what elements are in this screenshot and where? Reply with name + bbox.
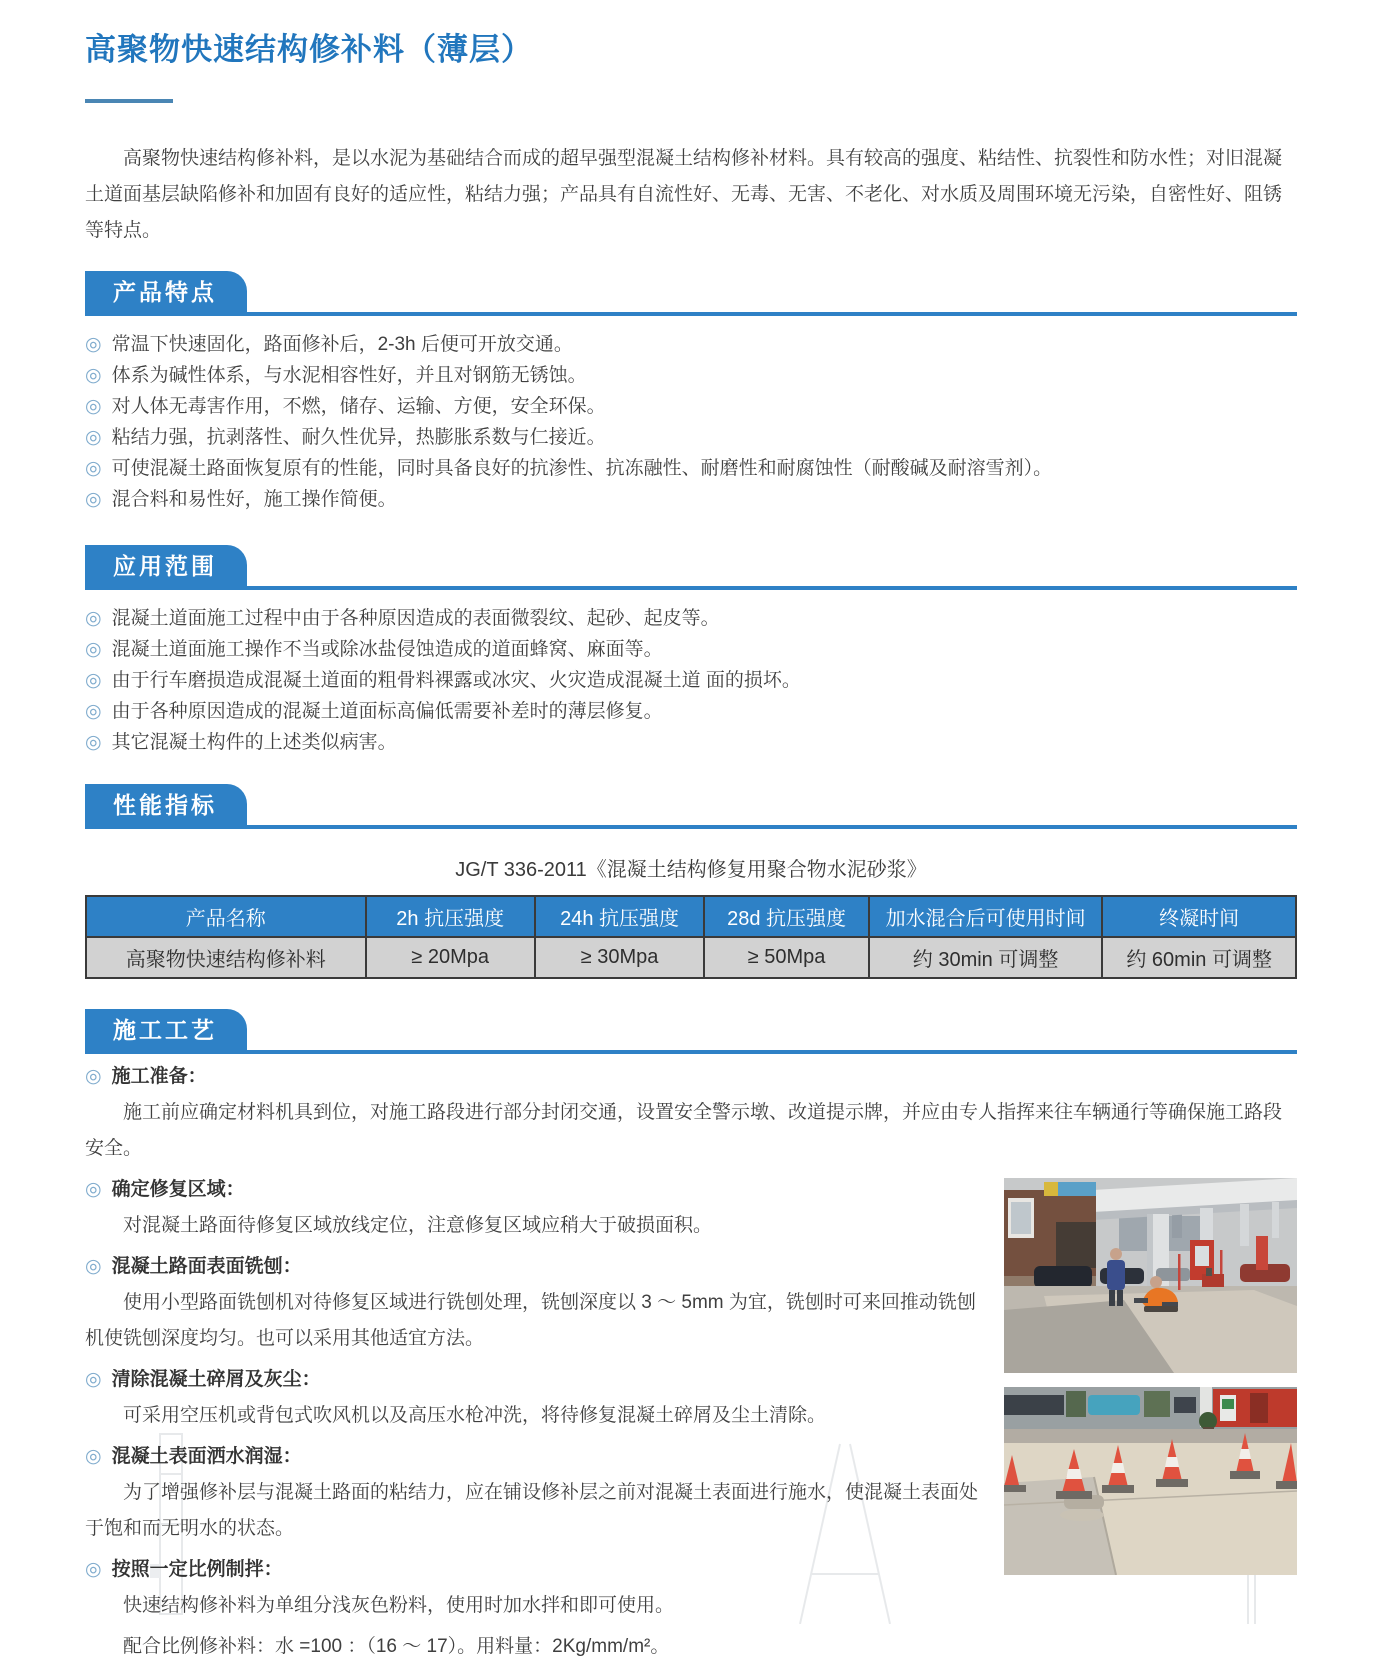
bullseye-icon: ◎: [85, 427, 102, 448]
step-label: ◎ 确定修复区域：: [85, 1179, 245, 1200]
list-item-text: 混凝土道面施工过程中由于各种原因造成的表面微裂纹、起砂、起皮等。: [111, 608, 720, 629]
bullseye-icon: ◎: [85, 639, 102, 660]
bullseye-icon: ◎: [85, 489, 102, 510]
table-header-cell: 28d 抗压强度: [704, 896, 869, 937]
section-tab-label: 产品特点: [113, 279, 217, 305]
section-tab-features: [85, 271, 247, 312]
bullseye-icon: ◎: [85, 701, 102, 722]
list-item-text: 可使混凝土路面恢复原有的性能，同时具备良好的抗渗性、抗冻融性、耐磨性和耐腐蚀性（耐酸碱及耐溶雪剂）。: [111, 458, 1053, 479]
table-header-cell: 终凝时间: [1102, 896, 1296, 937]
list-item-text: 对人体无毒害作用，不燃，储存、运输、方便，安全环保。: [111, 396, 606, 417]
step-body: 施工前应确定材料机具到位，对施工路段进行部分封闭交通，设置安全警示墩、改道提示牌，并应由专人指挥来往车辆通行等确保施工路段安全。: [85, 1102, 1283, 1159]
list-item-text: 混合料和易性好，施工操作简便。: [111, 489, 397, 510]
bullseye-icon: ◎: [85, 1179, 102, 1200]
process-content: [85, 1062, 1297, 1665]
section-header-process: [85, 1009, 1297, 1054]
list-item: [85, 453, 1297, 484]
list-item-text: 常温下快速固化，路面修补后，2-3h 后便可开放交通。: [111, 334, 573, 355]
process-step: [85, 1062, 1297, 1167]
table-header-cell: 2h 抗压强度: [366, 896, 535, 937]
step-body: 对混凝土路面待修复区域放线定位，注意修复区域应稍大于破损面积。: [123, 1215, 713, 1236]
performance-table: [85, 895, 1297, 979]
page-title: 高聚物快速结构修补料（薄层）: [85, 32, 533, 67]
list-item-text: 混凝土道面施工操作不当或除冰盐侵蚀造成的道面蜂窝、麻面等。: [111, 639, 663, 660]
list-item: [85, 329, 1297, 360]
list-item-text: 由于各种原因造成的混凝土道面标高偏低需要补差时的薄层修复。: [111, 701, 663, 722]
bullseye-icon: ◎: [85, 1256, 102, 1277]
step-label: ◎ 清除混凝土碎屑及灰尘：: [85, 1369, 321, 1390]
step-label: ◎ 施工准备：: [85, 1066, 207, 1087]
section-header-applications: [85, 545, 1297, 590]
bullseye-icon: ◎: [85, 1559, 102, 1580]
section-tab-performance: [85, 784, 247, 825]
section-header-performance: [85, 784, 1297, 829]
section-tab-applications: [85, 545, 247, 586]
list-item-text: 由于行车磨损造成混凝土道面的粗骨料裸露或冰灾、火灾造成混凝土道 面的损坏。: [111, 670, 801, 691]
step-body: 使用小型路面铣刨机对待修复区域进行铣刨处理，铣刨深度以 3 ～ 5mm 为宜，铣刨时可来回推动铣刨机使铣刨深度均匀。也可以采用其他适宜方法。: [85, 1292, 976, 1349]
bullseye-icon: ◎: [85, 1066, 102, 1087]
step-label: ◎ 混凝土路面表面铣刨：: [85, 1256, 302, 1277]
title-underline: [85, 99, 173, 103]
bullseye-icon: ◎: [85, 365, 102, 386]
section-tab-label: 性能指标: [113, 792, 217, 818]
intro-paragraph: 高聚物快速结构修补料，是以水泥为基础结合而成的超早强型混凝土结构修补材料。具有较高的强度、粘结性、抗裂性和防水性；对旧混凝土道面基层缺陷修补和加固有良好的适应性，粘结力强；产品具有自流性好、无毒、无害、不老化、对水质及周围环境无污染，自密性好、阻锈等特点。: [85, 148, 1283, 241]
table-row: [86, 937, 1296, 978]
step-body: 快速结构修补料为单组分浅灰色粉料，使用时加水拌和即可使用。: [123, 1595, 675, 1616]
list-item-text: 其它混凝土构件的上述类似病害。: [111, 732, 397, 753]
table-cell: 约 30min 可调整: [869, 937, 1103, 978]
step-label: ◎ 混凝土表面洒水润湿：: [85, 1446, 302, 1467]
table-cell: ≥ 30Mpa: [535, 937, 704, 978]
list-item: [85, 727, 1297, 758]
bullseye-icon: ◎: [85, 608, 102, 629]
bullseye-icon: ◎: [85, 1446, 102, 1467]
standard-caption: JG/T 336-2011《混凝土结构修复用聚合物水泥砂浆》: [455, 859, 927, 881]
list-item: [85, 391, 1297, 422]
bullseye-icon: ◎: [85, 670, 102, 691]
step-body: 可采用空压机或背包式吹风机以及高压水枪冲洗，将待修复混凝土碎屑及尘土清除。: [123, 1405, 827, 1426]
table-header-cell: 产品名称: [86, 896, 366, 937]
step-body: 为了增强修补层与混凝土路面的粘结力，应在铺设修补层之前对混凝土表面进行施水，使混凝土表面处于饱和而无明水的状态。: [85, 1482, 979, 1539]
list-item: [85, 484, 1297, 515]
list-item: [85, 360, 1297, 391]
bullseye-icon: ◎: [85, 334, 102, 355]
table-header-row: [86, 896, 1296, 937]
table-header-cell: 24h 抗压强度: [535, 896, 704, 937]
list-item-text: 体系为碱性体系，与水泥相容性好，并且对钢筋无锈蚀。: [111, 365, 587, 386]
process-photos: [1004, 1178, 1297, 1589]
list-item: [85, 696, 1297, 727]
bullseye-icon: ◎: [85, 1369, 102, 1390]
list-item: [85, 603, 1297, 634]
list-item: [85, 665, 1297, 696]
table-cell: ≥ 20Mpa: [366, 937, 535, 978]
traffic-cones-photo: [1004, 1387, 1297, 1575]
table-cell: 约 60min 可调整: [1102, 937, 1296, 978]
step-label: ◎ 按照一定比例制拌：: [85, 1559, 283, 1580]
section-tab-label: 施工工艺: [113, 1017, 217, 1043]
step-body: 配合比例修补料：水 =100 ：（16 ～ 17）。用料量：2Kg/mm/m²。: [123, 1636, 670, 1657]
applications-list: [85, 603, 1297, 758]
bullseye-icon: ◎: [85, 396, 102, 417]
bullseye-icon: ◎: [85, 732, 102, 753]
section-tab-label: 应用范围: [113, 553, 217, 579]
list-item: [85, 634, 1297, 665]
pavement-repair-photo: [1004, 1178, 1297, 1373]
section-header-features: [85, 271, 1297, 316]
table-cell: 高聚物快速结构修补料: [86, 937, 366, 978]
table-header-cell: 加水混合后可使用时间: [869, 896, 1103, 937]
features-list: [85, 329, 1297, 515]
table-cell: ≥ 50Mpa: [704, 937, 869, 978]
bullseye-icon: ◎: [85, 458, 102, 479]
section-tab-process: [85, 1009, 247, 1050]
list-item-text: 粘结力强，抗剥落性、耐久性优异，热膨胀系数与仁接近。: [111, 427, 606, 448]
page: [0, 24, 1384, 1665]
list-item: [85, 422, 1297, 453]
